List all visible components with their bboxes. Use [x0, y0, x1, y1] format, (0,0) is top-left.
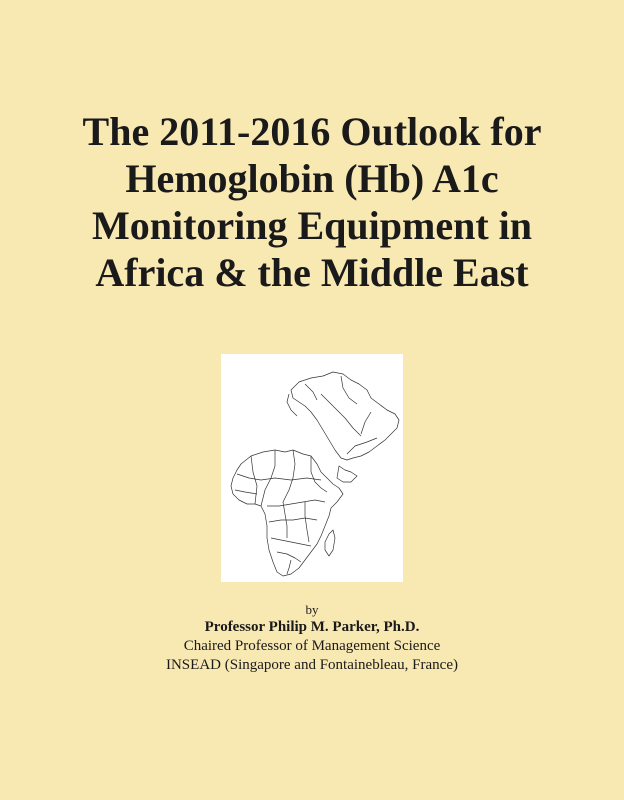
author-byline: [20, 602, 604, 675]
africa-middle-east-map-icon: [221, 354, 403, 582]
title-line-3: Monitoring Equipment in: [91, 203, 533, 248]
title-line-1: The 2011-2016 Outlook for: [82, 109, 542, 154]
author-position: Chaired Professor of Management Science: [183, 638, 441, 654]
book-title: [20, 108, 604, 296]
byline-by: by: [305, 602, 319, 617]
author-name: Professor Philip M. Parker, Ph.D.: [204, 619, 420, 635]
region-map-image: [221, 354, 403, 582]
title-line-2: Hemoglobin (Hb) A1c: [125, 156, 499, 201]
title-line-4: Africa & the Middle East: [95, 250, 529, 295]
author-institution: INSEAD (Singapore and Fontainebleau, France): [165, 657, 458, 673]
